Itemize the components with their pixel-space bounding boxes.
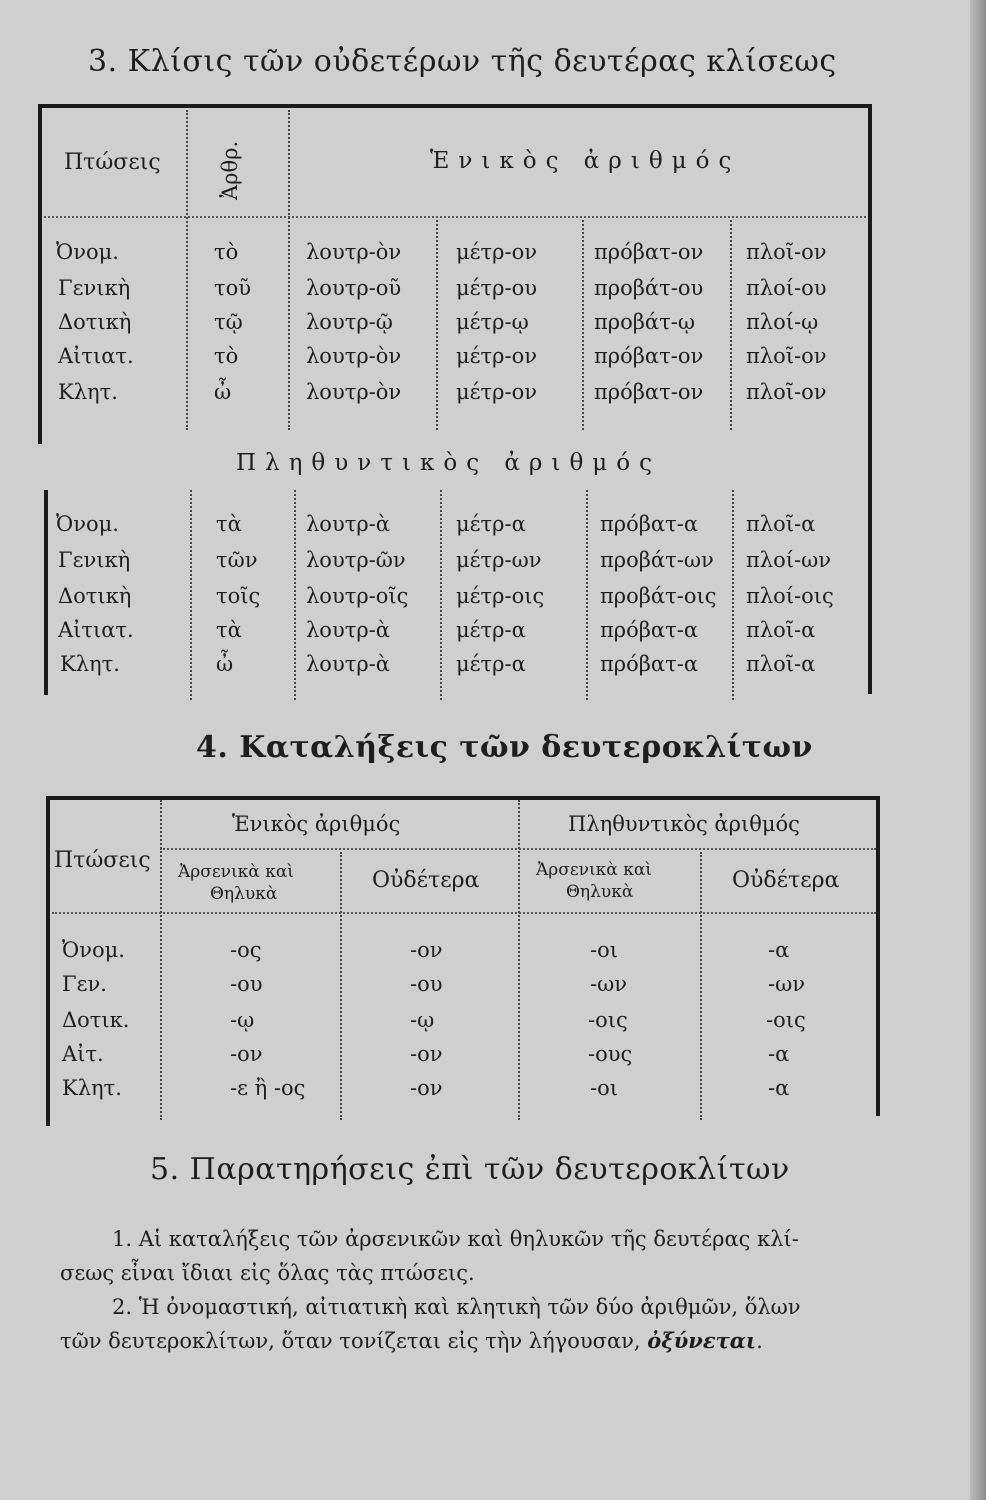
remark-1 — [60, 1222, 890, 1290]
table2-header-plural: Πληθυντικὸς ἀριθμός — [568, 812, 800, 836]
table1-vline — [190, 490, 192, 700]
word-form: πρόβατ-ον — [594, 240, 704, 264]
ending: -οι — [590, 1076, 618, 1100]
table1-left-border — [38, 104, 42, 444]
article: τὸ — [214, 344, 239, 368]
word-form: προβάτ-ου — [594, 276, 704, 300]
word-form: πλοῖ-α — [746, 618, 816, 642]
section5-number: 5. — [150, 1152, 180, 1187]
word-form: πλοί-ου — [746, 276, 827, 300]
word-form: λουτρ-ὸν — [306, 240, 402, 264]
word-form: πρόβατ-α — [600, 618, 699, 642]
table1-header-article: Ἀρθρ. — [218, 140, 242, 200]
word-form: λουτρ-ὰ — [306, 618, 390, 642]
table1-vline — [440, 490, 442, 700]
table1-vline — [436, 220, 438, 430]
section5-heading — [150, 1152, 790, 1187]
word-form: προβάτ-ῳ — [594, 310, 695, 334]
table2-vline — [340, 852, 342, 1120]
table2-left-border — [46, 796, 50, 1126]
word-form: λουτρ-ῶν — [306, 548, 406, 572]
word-form: λουτρ-οῦ — [306, 276, 402, 300]
case-label: Δοτικὴ — [58, 584, 132, 608]
case-label: Γενικὴ — [58, 548, 131, 572]
word-form: πλοί-ων — [746, 548, 831, 572]
table2-header-cases: Πτώσεις — [54, 848, 151, 873]
table1-vline — [186, 110, 188, 430]
table1-vline — [294, 490, 296, 700]
section4-title: Καταλήξεις τῶν δευτεροκλίτων — [239, 730, 813, 765]
section3-title: Κλίσις τῶν οὐδετέρων τῆς δευτέρας κλίσεως — [127, 44, 837, 79]
article: τοῦ — [214, 276, 252, 300]
word-form: μέτρ-ον — [456, 380, 537, 404]
ending: -α — [768, 1076, 790, 1100]
table2-sub-neuter: Οὐδέτερα — [732, 868, 840, 893]
case-label: Δοτικὴ — [58, 310, 132, 334]
table1-vline — [582, 220, 584, 430]
section3-number: 3. — [88, 44, 118, 79]
word-form: πλοῖ-α — [746, 512, 816, 536]
remark-2-emphasis: ὀξύνεται — [647, 1328, 757, 1353]
word-form: μέτρ-α — [456, 512, 526, 536]
word-form: προβάτ-οις — [600, 584, 717, 608]
word-form: μέτρ-ον — [456, 344, 537, 368]
ending: -ον — [410, 938, 443, 962]
word-form: πλοῖ-ον — [746, 380, 827, 404]
table1-header-cases: Πτώσεις — [64, 150, 161, 175]
table2-sub-neuter: Οὐδέτερα — [372, 868, 480, 893]
word-form: πρόβατ-ον — [594, 380, 704, 404]
case-label: Ὀνομ. — [56, 240, 119, 264]
word-form: μέτρ-α — [456, 652, 526, 676]
table2-right-border — [876, 796, 880, 1116]
table1-vline — [730, 220, 732, 430]
table2-sub-masc-fem: Ἀρσενικὰ καὶ — [178, 862, 294, 882]
remark-1-line-2: σεως εἶναι ἴδιαι εἰς ὅλας τὰς πτώσεις. — [60, 1261, 475, 1285]
word-form: λουτρ-οῖς — [306, 584, 409, 608]
remark-2-period: . — [756, 1329, 763, 1353]
table1-right-border — [868, 104, 872, 694]
case-label: Αἰτιατ. — [58, 618, 134, 642]
ending: -ων — [768, 972, 805, 996]
remark-2 — [60, 1290, 890, 1358]
remark-2-line-1: 2. Ἡ ὀνομαστική, αἰτιατικὴ καὶ κλητικὴ τῶν δύο ἀριθμῶν, ὅλων — [112, 1295, 801, 1319]
ending: -ον — [230, 1042, 263, 1066]
case-label: Γεν. — [62, 972, 107, 996]
word-form: προβάτ-ων — [600, 548, 714, 572]
case-label: Γενικὴ — [58, 276, 131, 300]
ending: -ων — [590, 972, 627, 996]
table2-sub-masc-fem-2: Θηλυκὰ — [210, 884, 278, 904]
word-form: μέτρ-ων — [456, 548, 542, 572]
table1-header-divider — [44, 216, 866, 218]
ending: -ῳ — [410, 1008, 435, 1032]
word-form: πρόβατ-α — [600, 652, 699, 676]
article: τὸ — [214, 240, 239, 264]
ending: -α — [768, 1042, 790, 1066]
case-label: Κλητ. — [60, 652, 120, 676]
ending: -οις — [766, 1008, 806, 1032]
ending: -ους — [588, 1042, 633, 1066]
ending: -ον — [410, 1076, 443, 1100]
ending: -ῳ — [230, 1008, 255, 1032]
article: τῶν — [216, 548, 258, 572]
remark-1-line-1: 1. Αἱ καταλήξεις τῶν ἀρσενικῶν καὶ θηλυκῶν τῆς δευτέρας κλί- — [112, 1227, 799, 1251]
remark-2-line-2 — [60, 1324, 890, 1358]
table2-top-border — [48, 796, 878, 800]
case-label: Αἰτιατ. — [58, 344, 134, 368]
page-edge — [970, 0, 986, 1500]
word-form: πλοῖ-ον — [746, 344, 827, 368]
ending: -οις — [588, 1008, 628, 1032]
section3-heading — [88, 44, 837, 79]
article: τὰ — [216, 512, 242, 536]
word-form: πλοί-ῳ — [746, 310, 819, 334]
ending: -α — [768, 938, 790, 962]
table2-header-divider — [52, 912, 876, 914]
word-form: πλοί-οις — [746, 584, 834, 608]
case-label: Κλητ. — [62, 1076, 122, 1100]
table2-vline — [700, 852, 702, 1120]
ending: -ον — [410, 1042, 443, 1066]
table2-sub-masc-fem: Ἀρσενικὰ καὶ — [536, 860, 652, 880]
word-form: μέτρ-ον — [456, 240, 537, 264]
ending: -ε ἢ -ος — [230, 1076, 306, 1100]
article: τοῖς — [216, 584, 261, 608]
word-form: μέτρ-ῳ — [456, 310, 529, 334]
table1-header-plural: Πληθυντικὸς ἀριθμός — [236, 450, 661, 476]
table1-left-border-lower — [44, 490, 48, 695]
word-form: λουτρ-ὰ — [306, 652, 390, 676]
word-form: πρόβατ-ον — [594, 344, 704, 368]
table1-header-singular: Ἑνικὸς ἀριθμός — [430, 148, 741, 174]
article: ὦ — [214, 380, 232, 404]
table2-vline — [160, 800, 162, 1120]
ending: -οι — [590, 938, 618, 962]
table2-vline — [518, 800, 520, 1120]
case-label: Κλητ. — [58, 380, 118, 404]
word-form: μέτρ-ου — [456, 276, 537, 300]
table2-header-singular: Ἑνικὸς ἀριθμός — [232, 812, 401, 836]
word-form: λουτρ-ὸν — [306, 344, 402, 368]
word-form: πρόβατ-α — [600, 512, 699, 536]
ending: -ος — [230, 938, 262, 962]
word-form: μέτρ-α — [456, 618, 526, 642]
case-label: Ὀνομ. — [56, 512, 119, 536]
word-form: πλοῖ-α — [746, 652, 816, 676]
section5-title: Παρατηρήσεις ἐπὶ τῶν δευτεροκλίτων — [189, 1152, 790, 1187]
ending: -ου — [230, 972, 263, 996]
remark-2-text: τῶν δευτεροκλίτων, ὅταν τονίζεται εἰς τὴν λήγουσαν, — [60, 1329, 648, 1353]
case-label: Δοτικ. — [62, 1008, 130, 1032]
word-form: πλοῖ-ον — [746, 240, 827, 264]
article: τὰ — [216, 618, 242, 642]
word-form: μέτρ-οις — [456, 584, 545, 608]
case-label: Αἰτ. — [62, 1042, 104, 1066]
section4-number: 4. — [196, 730, 229, 765]
article: τῷ — [214, 310, 243, 334]
ending: -ου — [410, 972, 443, 996]
table1-vline — [288, 110, 290, 430]
case-label: Ὀνομ. — [62, 938, 125, 962]
article: ὦ — [216, 652, 234, 676]
table1-vline — [586, 490, 588, 700]
word-form: λουτρ-ὰ — [306, 512, 390, 536]
table1-vline — [732, 490, 734, 700]
table2-sub-masc-fem-2: Θηλυκὰ — [566, 882, 634, 902]
section4-heading — [196, 730, 813, 765]
word-form: λουτρ-ὸν — [306, 380, 402, 404]
table1-top-border — [40, 104, 872, 108]
word-form: λουτρ-ῷ — [306, 310, 393, 334]
